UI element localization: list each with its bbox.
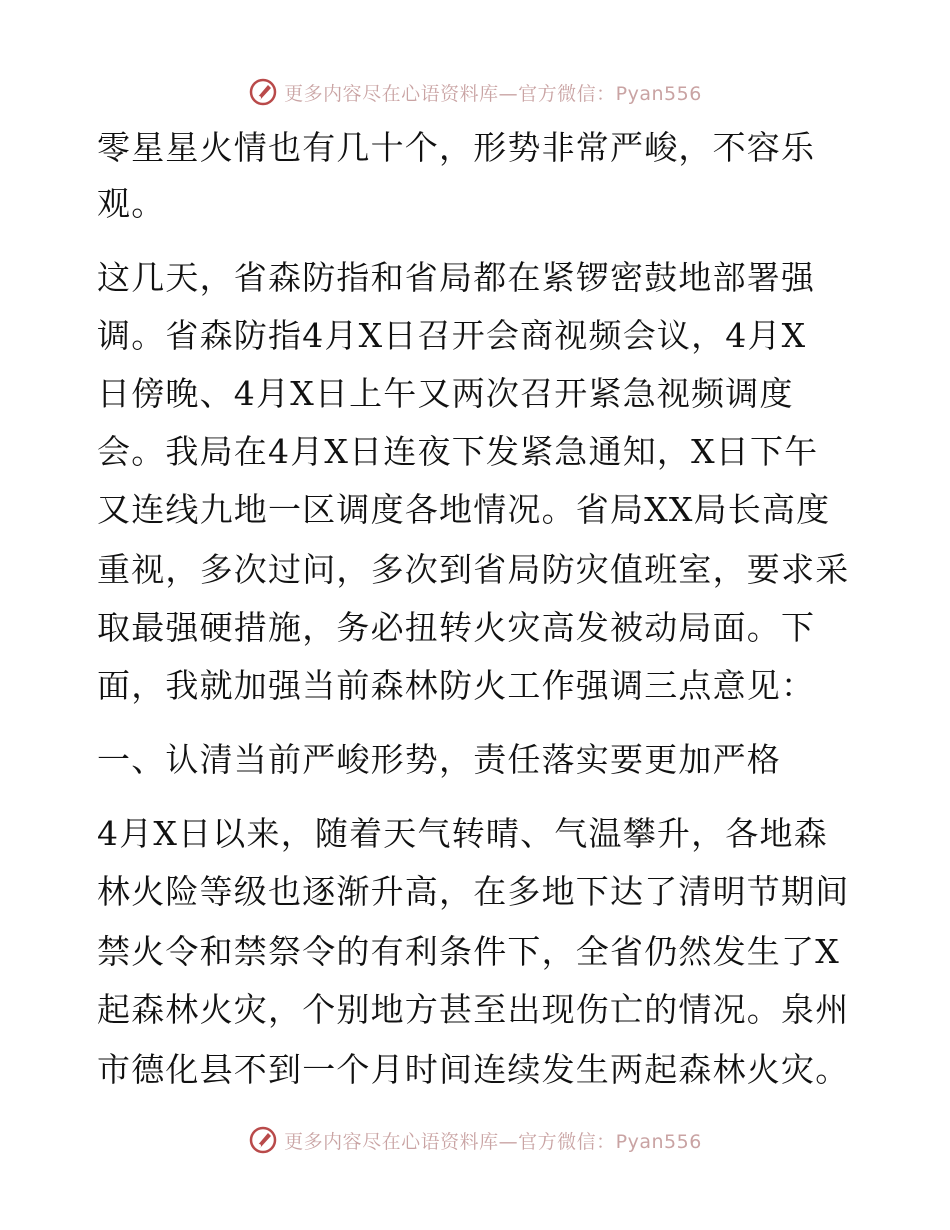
text-line: 这几天，省森防指和省局都在紧锣密鼓地部署强 <box>97 258 816 297</box>
text-line: 观。 <box>97 184 166 223</box>
text-line: 零星星火情也有几十个，形势非常严峻，不容乐 <box>97 128 816 167</box>
pen-nib-logo-icon <box>248 77 278 107</box>
section-heading: 一、认清当前严峻形势，责任落实要更加严格 <box>97 740 781 779</box>
footer-watermark <box>0 1120 950 1160</box>
watermark-text: 更多内容尽在心语资料库—官方微信：Pyan556 <box>284 82 702 105</box>
text-line: 林火险等级也逐渐升高，在多地下达了清明节期间 <box>97 872 850 911</box>
text-line: 又连线九地一区调度各地情况。省局XX局长高度 <box>97 490 831 529</box>
header-watermark <box>0 72 950 112</box>
text-line: 重视，多次过问，多次到省局防灾值班室，要求采 <box>97 550 850 589</box>
text-line: 起森林火灾，个别地方甚至出现伤亡的情况。泉州 <box>97 990 850 1029</box>
text-line: 4月X日以来，随着天气转晴、气温攀升，各地森 <box>97 814 828 853</box>
text-line: 取最强硬措施，务必扭转火灾高发被动局面。下 <box>97 608 816 647</box>
text-line: 调。省森防指4月X日召开会商视频会议，4月X <box>97 316 807 355</box>
text-line: 面，我就加强当前森林防火工作强调三点意见： <box>97 666 816 705</box>
watermark-text: 更多内容尽在心语资料库—官方微信：Pyan556 <box>284 1130 702 1153</box>
text-line: 禁火令和禁祭令的有利条件下，全省仍然发生了X <box>97 932 840 971</box>
text-line: 日傍晚、4月X日上午又两次召开紧急视频调度 <box>97 374 794 413</box>
text-line: 会。我局在4月X日连夜下发紧急通知，X日下午 <box>97 432 819 471</box>
pen-nib-logo-icon <box>248 1125 278 1155</box>
text-line: 市德化县不到一个月时间连续发生两起森林火灾。 <box>97 1050 850 1089</box>
